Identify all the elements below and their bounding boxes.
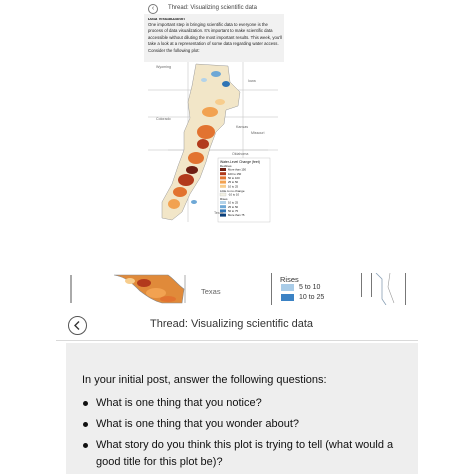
texas-label: Texas: [201, 287, 221, 296]
thumbnail-cut-heading: Data Visualization: [148, 18, 185, 21]
water-level-map: [148, 62, 278, 223]
legend-rise-label-3: 50 to 75: [228, 209, 239, 213]
legend-decline-label-4: 25 to 50: [228, 180, 239, 185]
legend-decline-swatch-3: [220, 176, 226, 179]
legend-decline-label-2: 100 to 150: [228, 171, 242, 176]
label-kansas: Kansas: [236, 125, 248, 129]
label-iowa: Iowa: [248, 79, 256, 83]
legend-decline-swatch-1: [220, 168, 226, 171]
legend-declines-heading: Declines: [220, 164, 232, 168]
map-crop: [56, 273, 418, 305]
legend-little-change: Little to no change: [220, 189, 245, 193]
thread-header-bar: [56, 310, 418, 341]
legend-rises-heading: Rises: [220, 197, 228, 201]
thread-screenshot: [56, 273, 418, 474]
page-title: Thread: Visualizing scientific data: [150, 318, 314, 330]
legend-rise-label-1: 10 to 25: [228, 200, 239, 205]
question-item: What story do you think this plot is trying to tell (what would a good title for this plot be)?: [82, 437, 412, 471]
legend-swatch-rise-2: [281, 294, 294, 301]
legend-label-rise-1: 5 to 10: [299, 284, 321, 291]
legend-rise-label-4: More than 75: [228, 213, 245, 218]
legend-title: Water-Level Change (feet): [220, 160, 260, 164]
legend-label-rise-2: 10 to 25: [299, 294, 325, 301]
legend-decline-label-3: 50 to 100: [228, 176, 240, 180]
legend-rises-heading: Rises: [280, 275, 299, 284]
question-item: What is one thing that you notice?: [82, 395, 412, 412]
legend-rise-swatch-2: [220, 205, 226, 208]
question-list: [82, 395, 412, 474]
chevron-left-icon[interactable]: ‹: [148, 4, 158, 14]
prompt-intro: In your initial post, answer the following questions:: [82, 374, 327, 386]
legend-little-range: -10 to 10: [228, 192, 240, 197]
chevron-left-icon: [69, 317, 86, 334]
legend-decline-label-5: 10 to 25: [228, 184, 239, 189]
back-button[interactable]: [68, 316, 87, 335]
legend-swatch-rise-1: [281, 284, 294, 291]
legend-rise-label-2: 25 to 50: [228, 204, 239, 209]
legend-rise-swatch-1: [220, 201, 226, 204]
thumbnail-title: Thread: Visualizing scientific data: [168, 5, 257, 11]
map-crop-strip: [56, 273, 418, 305]
legend-decline-swatch-5: [220, 185, 226, 188]
thumbnail-intro-text: One important step in bringing scientific data to everyone is the process of data visualization. It's important to make scientific data accessible without diluting the most important results. This week, you'll take a look at a representation of some data regarding water access. Consider the following plot:: [148, 22, 283, 53]
legend-decline-swatch-4: [220, 181, 226, 184]
legend-decline-label-1: More than 150: [228, 167, 247, 172]
thumbnail-header: [138, 2, 288, 14]
legend-decline-swatch-2: [220, 172, 226, 175]
label-colorado: Colorado: [156, 117, 171, 121]
label-texas: Texas: [214, 211, 224, 215]
label-missouri: Missouri: [251, 131, 265, 135]
prompt-panel: [66, 343, 418, 474]
question-item: What is one thing that you wonder about?: [82, 416, 412, 433]
label-wyoming: Wyoming: [156, 65, 171, 69]
label-oklahoma: Oklahoma: [232, 152, 249, 156]
map-legend: [218, 158, 270, 222]
thread-thumbnail: [138, 0, 288, 223]
thumbnail-intro: [148, 18, 284, 54]
